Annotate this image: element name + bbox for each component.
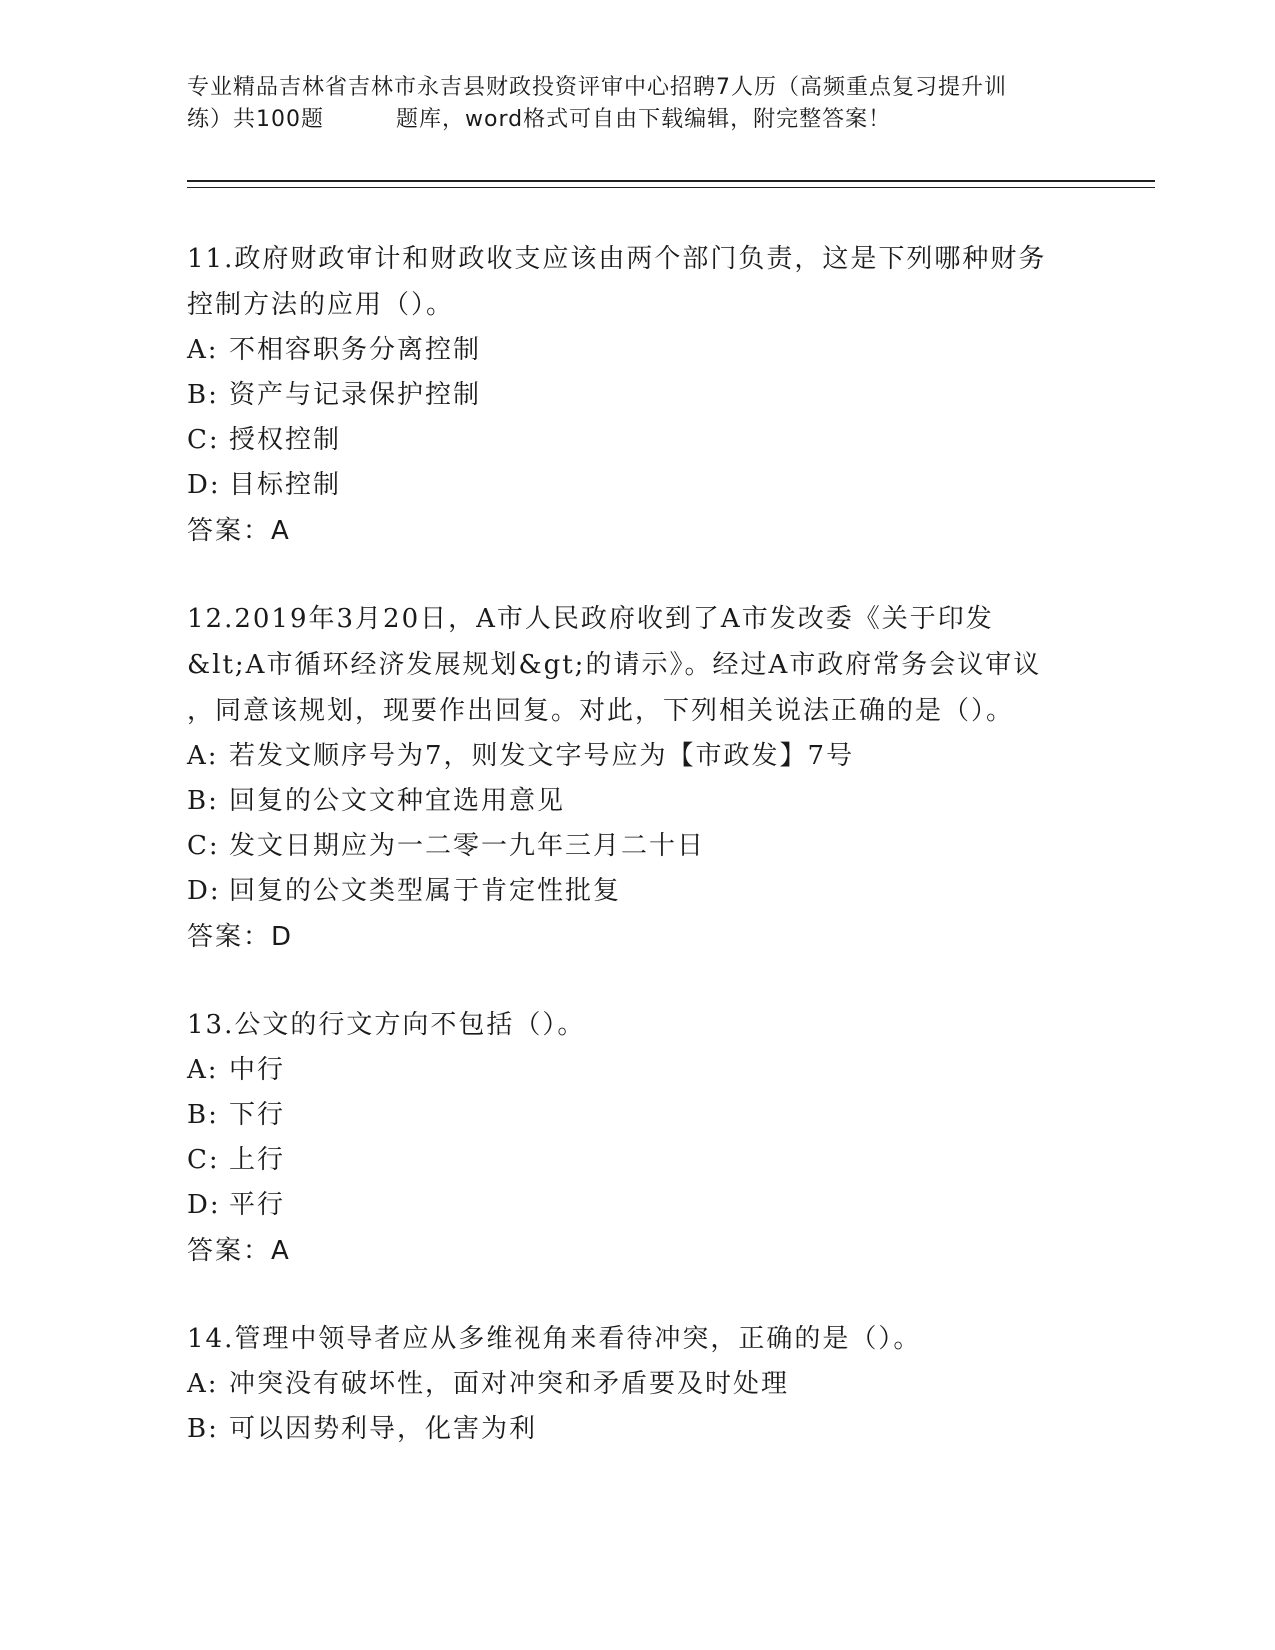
option-key: D: xyxy=(187,470,221,500)
option-b xyxy=(187,373,1147,418)
question-stem-line: ，同意该规划，现要作出回复。对此，下列相关说法正确的是（）。 xyxy=(187,696,1015,726)
option-key: C: xyxy=(187,1145,220,1175)
option-c xyxy=(187,824,1147,869)
option-text: 资产与记录保护控制 xyxy=(229,380,482,410)
question-stem-line: 14.管理中领导者应从多维视角来看待冲突，正确的是（）。 xyxy=(187,1324,922,1354)
question-11 xyxy=(187,236,1147,554)
header-line-2-right: 题库，word格式可自由下载编辑，附完整答案！ xyxy=(396,107,892,132)
option-text: 平行 xyxy=(229,1190,286,1220)
header-line-2 xyxy=(187,104,1087,136)
option-a xyxy=(187,734,1147,779)
option-key: B: xyxy=(187,786,219,816)
option-text: 若发文顺序号为7，则发文字号应为【市政发】7号 xyxy=(229,741,855,771)
option-key: A: xyxy=(187,1369,219,1399)
header-divider-thick xyxy=(187,180,1155,182)
question-stem-line: 13.公文的行文方向不包括（）。 xyxy=(187,1010,586,1040)
option-d xyxy=(187,1183,1147,1228)
option-a xyxy=(187,1048,1147,1093)
option-b xyxy=(187,779,1147,824)
answer-line: 答案：A xyxy=(187,516,291,546)
answer-line: 答案：A xyxy=(187,1236,291,1266)
option-text: 发文日期应为一二零一九年三月二十日 xyxy=(229,831,706,861)
document-header xyxy=(187,72,1087,136)
option-text: 中行 xyxy=(229,1055,286,1085)
option-text: 回复的公文文种宜选用意见 xyxy=(229,786,566,816)
header-line-1: 专业精品吉林省吉林市永吉县财政投资评审中心招聘7人历（高频重点复习提升训 xyxy=(187,75,1007,100)
question-stem-line: 11.政府财政审计和财政收支应该由两个部门负责，这是下列哪种财务 xyxy=(187,244,1047,274)
option-d xyxy=(187,463,1147,508)
option-d xyxy=(187,869,1147,914)
answer-line: 答案：D xyxy=(187,922,294,952)
option-text: 回复的公文类型属于肯定性批复 xyxy=(229,876,622,906)
option-text: 可以因势利导，化害为利 xyxy=(229,1414,538,1444)
option-text: 上行 xyxy=(229,1145,286,1175)
option-key: B: xyxy=(187,1100,219,1130)
option-key: C: xyxy=(187,831,220,861)
option-c xyxy=(187,1138,1147,1183)
option-key: B: xyxy=(187,1414,219,1444)
question-14 xyxy=(187,1316,1147,1452)
option-text: 下行 xyxy=(229,1100,286,1130)
question-stem-line: 控制方法的应用（）。 xyxy=(187,290,455,320)
option-b xyxy=(187,1407,1147,1452)
option-text: 冲突没有破坏性，面对冲突和矛盾要及时处理 xyxy=(229,1369,790,1399)
option-a xyxy=(187,328,1147,373)
option-text: 授权控制 xyxy=(229,425,342,455)
option-text: 目标控制 xyxy=(229,470,342,500)
question-stem-line: &lt;A市循环经济发展规划&gt;的请示》。经过A市政府常务会议审议 xyxy=(187,650,1042,680)
option-key: D: xyxy=(187,1190,221,1220)
option-b xyxy=(187,1093,1147,1138)
option-key: A: xyxy=(187,335,219,365)
question-stem-line: 12.2019年3月20日，A市人民政府收到了A市发改委《关于印发 xyxy=(187,604,994,634)
option-a xyxy=(187,1362,1147,1407)
option-key: A: xyxy=(187,1055,219,1085)
option-key: C: xyxy=(187,425,220,455)
option-key: B: xyxy=(187,380,219,410)
option-key: A: xyxy=(187,741,219,771)
option-c xyxy=(187,418,1147,463)
question-13 xyxy=(187,1002,1147,1274)
header-line-2-left: 练）共100题 xyxy=(187,107,324,132)
question-12 xyxy=(187,596,1147,960)
question-list xyxy=(187,236,1147,1494)
option-text: 不相容职务分离控制 xyxy=(229,335,482,365)
option-key: D: xyxy=(187,876,221,906)
header-divider-thin xyxy=(187,187,1155,188)
